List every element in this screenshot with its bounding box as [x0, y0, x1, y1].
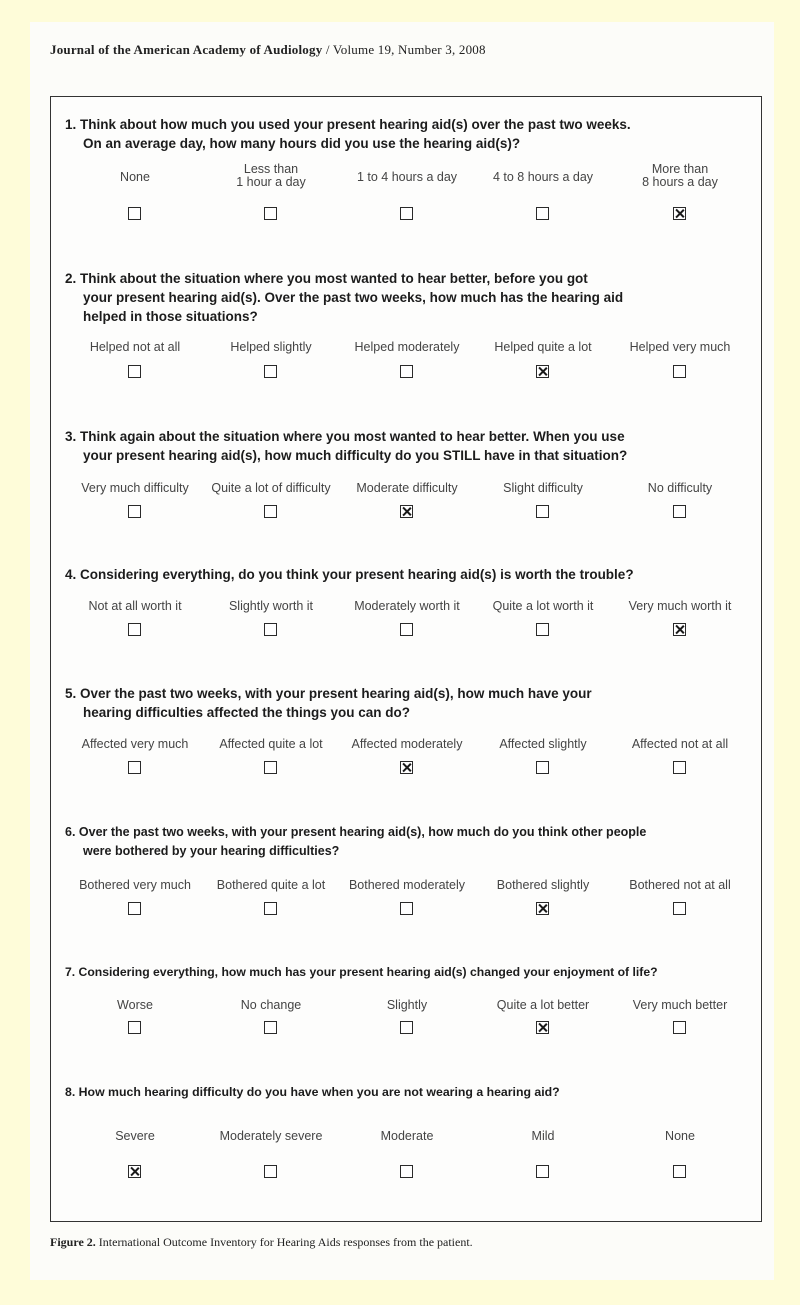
- checkbox[interactable]: [128, 365, 141, 378]
- option-label: Very much difficulty: [81, 481, 189, 495]
- option-label: Bothered quite a lot: [216, 878, 326, 892]
- question-text: [65, 269, 755, 326]
- question-text: [65, 427, 755, 465]
- option-label: Less than 1 hour a day: [236, 162, 306, 189]
- checkbox[interactable]: [536, 1165, 549, 1178]
- checkbox[interactable]: [128, 505, 141, 518]
- option-label: 4 to 8 hours a day: [492, 170, 594, 184]
- question-text-line: 1. Think about how much you used your present hearing aid(s) over the past two weeks.: [65, 117, 631, 132]
- option-label: Moderate: [380, 1129, 434, 1143]
- questionnaire-frame: [50, 96, 762, 1222]
- question-text-line: your present hearing aid(s), how much difficulty do you STILL have in that situation?: [83, 448, 628, 463]
- option-label: Bothered not at all: [629, 878, 731, 892]
- option-label: Slightly worth it: [228, 599, 314, 613]
- checkbox[interactable]: [264, 365, 277, 378]
- checked-checkbox[interactable]: [536, 1021, 549, 1034]
- question-text: [65, 823, 755, 861]
- question-text: [65, 684, 755, 722]
- journal-page: [30, 22, 774, 1280]
- option-label: None: [120, 170, 150, 184]
- option-label: Helped not at all: [89, 340, 181, 354]
- checkbox[interactable]: [673, 505, 686, 518]
- question-text-line: On an average day, how many hours did you use the hearing aid(s)?: [83, 136, 521, 151]
- checkbox[interactable]: [128, 207, 141, 220]
- option-label: Very much worth it: [628, 599, 732, 613]
- option-label: Severe: [115, 1129, 155, 1143]
- checkbox[interactable]: [536, 623, 549, 636]
- question-text-line: 4. Considering everything, do you think your present hearing aid(s) is worth the trouble?: [65, 567, 634, 582]
- checkbox[interactable]: [128, 761, 141, 774]
- question-text-line: were bothered by your hearing difficulties?: [83, 844, 340, 858]
- question-text-line: 2. Think about the situation where you most wanted to hear better, before you got: [65, 271, 588, 286]
- checkbox[interactable]: [673, 1165, 686, 1178]
- option-label: Affected slightly: [499, 737, 587, 751]
- checkbox[interactable]: [264, 761, 277, 774]
- checkbox[interactable]: [400, 1165, 413, 1178]
- checked-checkbox[interactable]: [536, 365, 549, 378]
- option-label: Very much better: [632, 998, 728, 1012]
- checkbox[interactable]: [400, 623, 413, 636]
- option-label: More than 8 hours a day: [642, 162, 718, 189]
- figure-label: Figure 2.: [50, 1235, 96, 1249]
- option-label: Slightly: [386, 998, 428, 1012]
- option-label: Affected very much: [81, 737, 189, 751]
- question-text-line: 3. Think again about the situation where you most wanted to hear better. When you use: [65, 429, 625, 444]
- question-text: [65, 1083, 755, 1102]
- question-text: [65, 963, 755, 982]
- option-label: Slight difficulty: [503, 481, 583, 495]
- checkbox[interactable]: [264, 1021, 277, 1034]
- checkbox[interactable]: [128, 902, 141, 915]
- question-text-line: hearing difficulties affected the things you can do?: [83, 705, 411, 720]
- checkbox[interactable]: [264, 623, 277, 636]
- figure-caption: [50, 1235, 473, 1250]
- checkbox[interactable]: [536, 505, 549, 518]
- question-text-line: helped in those situations?: [83, 309, 258, 324]
- option-label: Helped quite a lot: [494, 340, 592, 354]
- option-label: Mild: [531, 1129, 555, 1143]
- option-label: Quite a lot better: [496, 998, 590, 1012]
- question-text-line: 8. How much hearing difficulty do you have when you are not wearing a hearing aid?: [65, 1085, 560, 1099]
- journal-header: [50, 42, 486, 58]
- journal-name: Journal of the American Academy of Audiology: [50, 42, 323, 57]
- checkbox[interactable]: [128, 1021, 141, 1034]
- checked-checkbox[interactable]: [536, 902, 549, 915]
- option-label: Affected not at all: [631, 737, 729, 751]
- checkbox[interactable]: [264, 1165, 277, 1178]
- option-label: Moderately severe: [219, 1129, 323, 1143]
- question-text-line: 6. Over the past two weeks, with your present hearing aid(s), how much do you think other people: [65, 825, 647, 839]
- checked-checkbox[interactable]: [128, 1165, 141, 1178]
- checked-checkbox[interactable]: [400, 505, 413, 518]
- question-text: [65, 115, 755, 153]
- checkbox[interactable]: [673, 1021, 686, 1034]
- question-text-line: your present hearing aid(s). Over the past two weeks, how much has the hearing aid: [83, 290, 624, 305]
- option-label: No difficulty: [647, 481, 713, 495]
- option-label: Helped slightly: [230, 340, 312, 354]
- option-label: 1 to 4 hours a day: [356, 170, 458, 184]
- checkbox[interactable]: [536, 207, 549, 220]
- checked-checkbox[interactable]: [673, 623, 686, 636]
- journal-issue: / Volume 19, Number 3, 2008: [322, 42, 486, 57]
- figure-caption-text: International Outcome Inventory for Hearing Aids responses from the patient.: [95, 1235, 473, 1249]
- question-text: [65, 565, 755, 584]
- option-label: None: [665, 1129, 695, 1143]
- checkbox[interactable]: [536, 761, 549, 774]
- checkbox[interactable]: [673, 902, 686, 915]
- option-label: Bothered moderately: [348, 878, 466, 892]
- option-label: Moderately worth it: [354, 599, 460, 613]
- checkbox[interactable]: [673, 761, 686, 774]
- option-label: No change: [240, 998, 302, 1012]
- option-label: Quite a lot of difficulty: [211, 481, 331, 495]
- checkbox[interactable]: [400, 365, 413, 378]
- checkbox[interactable]: [400, 1021, 413, 1034]
- checkbox[interactable]: [400, 902, 413, 915]
- option-label: Bothered very much: [79, 878, 191, 892]
- checked-checkbox[interactable]: [400, 761, 413, 774]
- checkbox[interactable]: [400, 207, 413, 220]
- option-label: Helped moderately: [354, 340, 460, 354]
- option-label: Helped very much: [629, 340, 731, 354]
- checked-checkbox[interactable]: [673, 207, 686, 220]
- question-text-line: 5. Over the past two weeks, with your present hearing aid(s), how much have your: [65, 686, 592, 701]
- checkbox[interactable]: [673, 365, 686, 378]
- option-label: Affected moderately: [351, 737, 463, 751]
- option-label: Moderate difficulty: [356, 481, 458, 495]
- question-text-line: 7. Considering everything, how much has your present hearing aid(s) changed your enjoyment of life?: [65, 965, 658, 979]
- option-label: Bothered slightly: [496, 878, 590, 892]
- checkbox[interactable]: [128, 623, 141, 636]
- option-label: Quite a lot worth it: [492, 599, 594, 613]
- checkbox[interactable]: [264, 902, 277, 915]
- option-label: Worse: [117, 998, 153, 1012]
- checkbox[interactable]: [264, 505, 277, 518]
- checkbox[interactable]: [264, 207, 277, 220]
- option-label: Affected quite a lot: [219, 737, 323, 751]
- option-label: Not at all worth it: [88, 599, 182, 613]
